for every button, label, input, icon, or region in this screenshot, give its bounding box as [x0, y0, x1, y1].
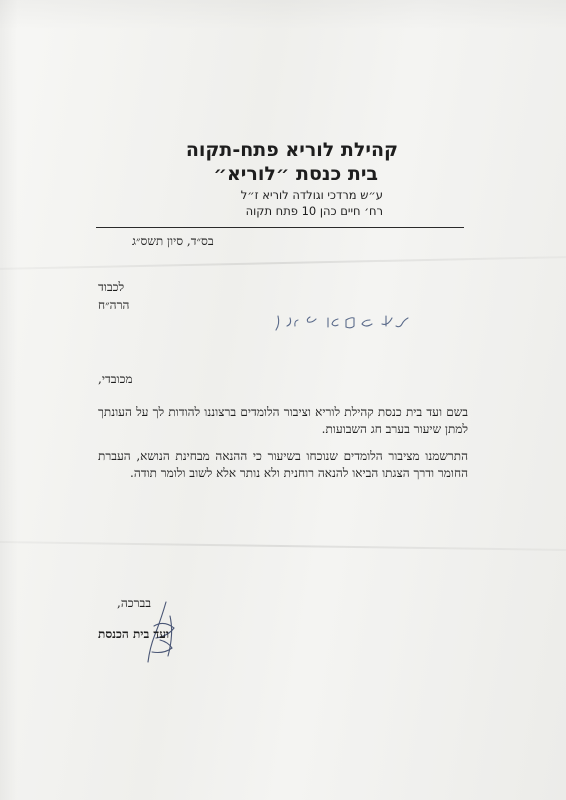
- closing-line: בברכה,: [117, 596, 152, 610]
- paper-crease: [0, 256, 566, 270]
- salutation: מכובדי,: [98, 372, 133, 386]
- recipient-greeting: לכבוד: [98, 280, 125, 294]
- signatory-name: ועד בית הכנסת: [98, 627, 170, 641]
- letter-date: בס״ד, סיון תשס״ג: [132, 234, 214, 248]
- letterhead-dedication: ע״ש מרדכי וגולדה לוריא ז״ל: [240, 188, 383, 202]
- letterhead-org-name: קהילת לוריא פתח-תקוה: [185, 139, 398, 161]
- recipient-title: הרה״ח: [98, 298, 130, 312]
- letterhead-address: רח׳ חיים כהן 10 פתח תקוה: [245, 204, 383, 218]
- letterhead-synagogue-name: בית כנסת ״לוריא״: [213, 163, 378, 185]
- paper-crease: [0, 541, 566, 551]
- handwritten-recipient-name: [258, 310, 418, 336]
- letter-paragraph: התרשמנו מציבור הלומדים שנוכחו בשיעור כי ההנאה מבחינת הנושא, העברת החומר ודרך הצגתו הביאו להנאה רוחנית ולא נותר אלא לשוב ולומר תודה.: [98, 449, 468, 480]
- letterhead-divider: [96, 227, 464, 228]
- letter-paragraph: בשם ועד בית כנסת קהילת לוריא וציבור הלומדים ברצוננו להודות לך על העונתך למתן שיעור בערב חג השבועות.: [98, 405, 468, 436]
